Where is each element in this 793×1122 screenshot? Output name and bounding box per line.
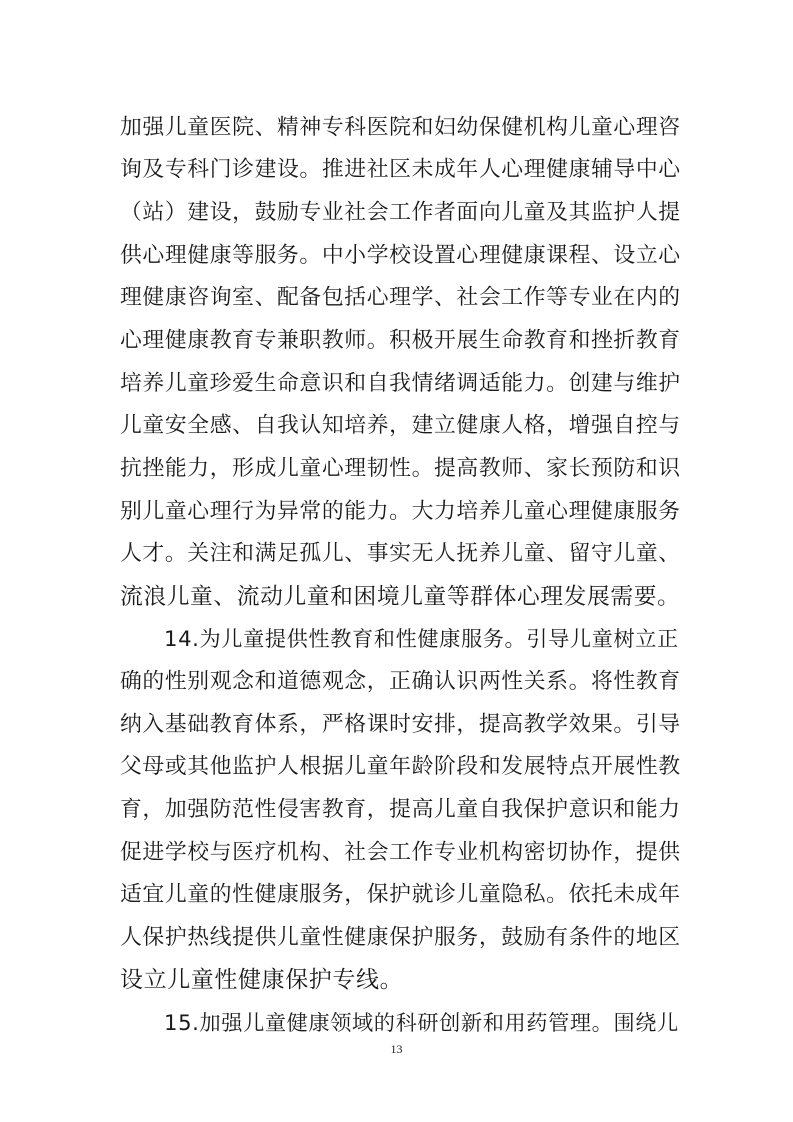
text-line: 设立儿童性健康保护专线。: [120, 967, 404, 993]
text-line: 流浪儿童、流动儿童和困境儿童等群体心理发展需要。: [120, 584, 681, 610]
text-line: 询及专科门诊建设。推进社区未成年人心理健康辅导中心: [120, 157, 681, 182]
text-line: 儿童安全感、自我认知培养，建立健康人格，增强自控与: [120, 413, 681, 438]
text-line: 心理健康教育专兼职教师。积极开展生命教育和挫折教育: [120, 328, 681, 353]
text-line: （站）建设，鼓励专业社会工作者面向儿童及其监护人提: [120, 200, 681, 225]
paragraph-heading-14: 14.为儿童提供性教育和性健康服务。引导儿童树立正: [164, 626, 679, 651]
page-number: 13: [390, 1042, 403, 1056]
paragraph-heading-15: 15.加强儿童健康领域的科研创新和用药管理。围绕儿: [164, 1010, 679, 1035]
text-line: 抗挫能力，形成儿童心理韧性。提高教师、家长预防和识: [120, 456, 681, 481]
text-line: 培养儿童珍爱生命意识和自我情绪调适能力。创建与维护: [120, 371, 681, 396]
text-line: 纳入基础教育体系，严格课时安排，提高教学效果。引导: [120, 712, 681, 737]
text-line: 人才。关注和满足孤儿、事实无人抚养儿童、留守儿童、: [120, 541, 681, 566]
text-line: 父母或其他监护人根据儿童年龄阶段和发展特点开展性教: [120, 754, 681, 779]
text-line: 别儿童心理行为异常的能力。大力培养儿童心理健康服务: [120, 499, 681, 524]
text-line: 人保护热线提供儿童性健康保护服务，鼓励有条件的地区: [120, 925, 681, 950]
text-line: 育，加强防范性侵害教育，提高儿童自我保护意识和能力: [120, 797, 681, 822]
text-line: 适宜儿童的性健康服务，保护就诊儿童隐私。依托未成年: [120, 882, 681, 907]
text-line: 促进学校与医疗机构、社会工作专业机构密切协作，提供: [120, 840, 681, 865]
text-line: 理健康咨询室、配备包括心理学、社会工作等专业在内的: [120, 285, 681, 310]
text-line: 确的性别观念和道德观念，正确认识两性关系。将性教育: [120, 669, 681, 694]
text-line: 供心理健康等服务。中小学校设置心理健康课程、设立心: [120, 243, 681, 268]
text-line: 加强儿童医院、精神专科医院和妇幼保健机构儿童心理咨: [120, 115, 681, 140]
